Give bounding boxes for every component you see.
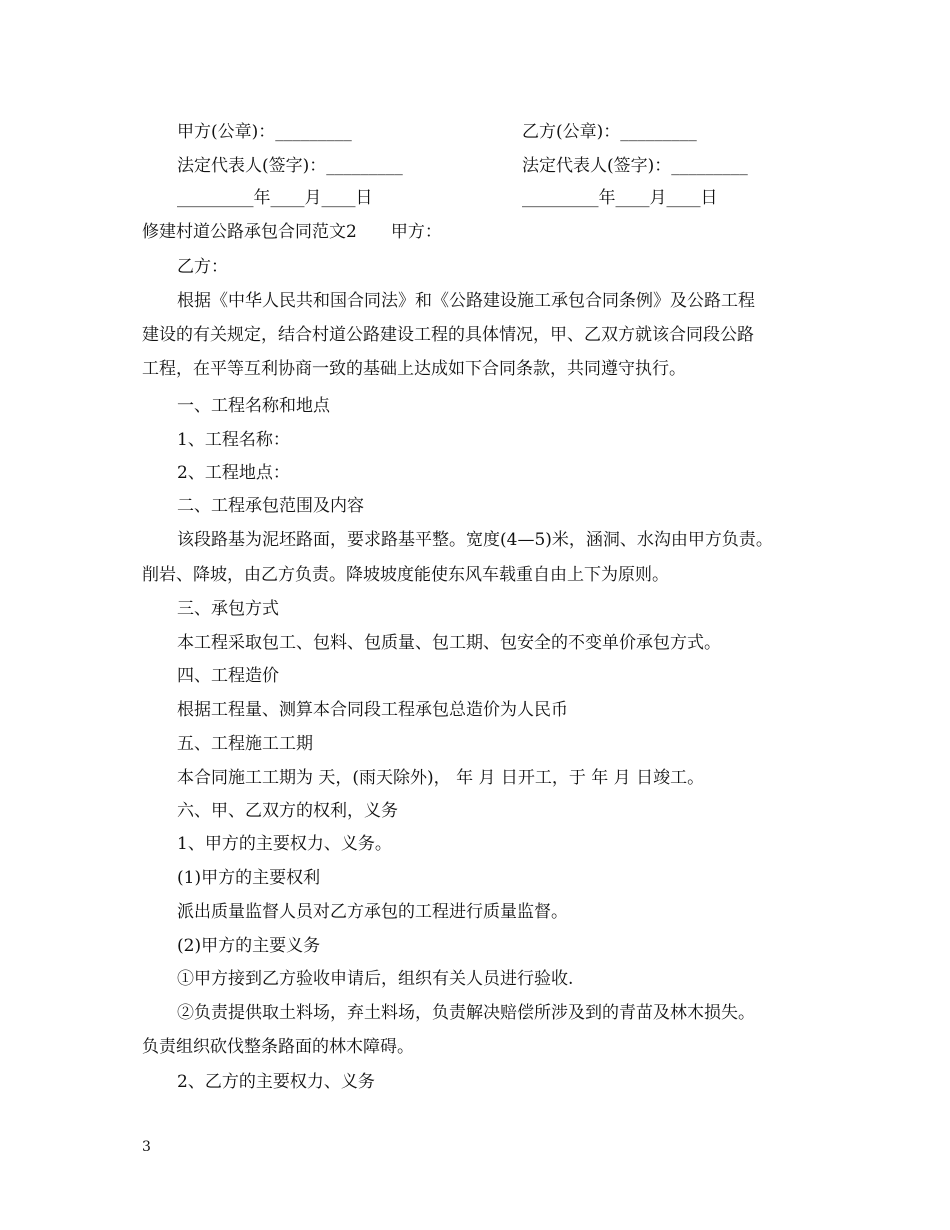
body-line: ①甲方接到乙方验收申请后，组织有关人员进行验收.	[177, 969, 574, 989]
party-a-representative: 法定代表人(签字)：_________	[177, 156, 403, 176]
body-line: 该段路基为泥坯路面，要求路基平整。宽度(4—5)米，涵洞、水沟由甲方负责。	[177, 530, 773, 550]
body-line: 乙方：	[177, 257, 228, 277]
body-line: 2、乙方的主要权力、义务	[177, 1072, 375, 1092]
section-heading: 四、工程造价	[177, 666, 279, 686]
body-line: 建设的有关规定，结合村道公路建设工程的具体情况，甲、乙双方就该合同段公路	[142, 325, 754, 345]
party-a-date: _________年____月____日	[177, 188, 373, 208]
section-heading: 一、工程名称和地点	[177, 396, 330, 416]
body-line: 本工程采取包工、包料、包质量、包工期、包安全的不变单价承包方式。	[177, 633, 721, 653]
body-line: (1)甲方的主要权利	[177, 868, 321, 888]
body-line: 根据工程量、测算本合同段工程承包总造价为人民币	[177, 700, 568, 720]
section-heading: 六、甲、乙双方的权利，义务	[177, 801, 398, 821]
body-line: 负责组织砍伐整条路面的林木障碍。	[142, 1037, 414, 1057]
party-a-seal: 甲方(公章)：_________	[177, 122, 352, 142]
body-line: 1、工程名称：	[177, 430, 290, 450]
body-line: 根据《中华人民共和国合同法》和《公路建设施工承包合同条例》及公路工程	[177, 291, 755, 311]
contract-title: 修建村道公路承包合同范文2 甲方：	[142, 222, 442, 242]
body-line: 派出质量监督人员对乙方承包的工程进行质量监督。	[177, 902, 568, 922]
body-line: ②负责提供取土料场，弃土料场，负责解决赔偿所涉及到的青苗及林木损失。	[177, 1003, 755, 1023]
body-line: (2)甲方的主要义务	[177, 936, 321, 956]
body-line: 本合同施工工期为 天，(雨天除外)， 年 月 日开工，于 年 月 日竣工。	[177, 768, 705, 788]
section-heading: 二、工程承包范围及内容	[177, 496, 364, 516]
body-line: 工程，在平等互利协商一致的基础上达成如下合同条款，共同遵守执行。	[142, 359, 686, 379]
party-b-representative: 法定代表人(签字)：_________	[522, 156, 748, 176]
section-heading: 三、承包方式	[177, 599, 279, 619]
party-b-date: _________年____月____日	[522, 188, 718, 208]
party-b-seal: 乙方(公章)：_________	[522, 122, 697, 142]
page-number: 3	[142, 1139, 151, 1155]
body-line: 1、甲方的主要权力、义务。	[177, 834, 392, 854]
section-heading: 五、工程施工工期	[177, 734, 313, 754]
body-line: 2、工程地点：	[177, 463, 290, 483]
body-line: 削岩、降坡，由乙方负责。降坡坡度能使东风车载重自由上下为原则。	[142, 565, 669, 585]
